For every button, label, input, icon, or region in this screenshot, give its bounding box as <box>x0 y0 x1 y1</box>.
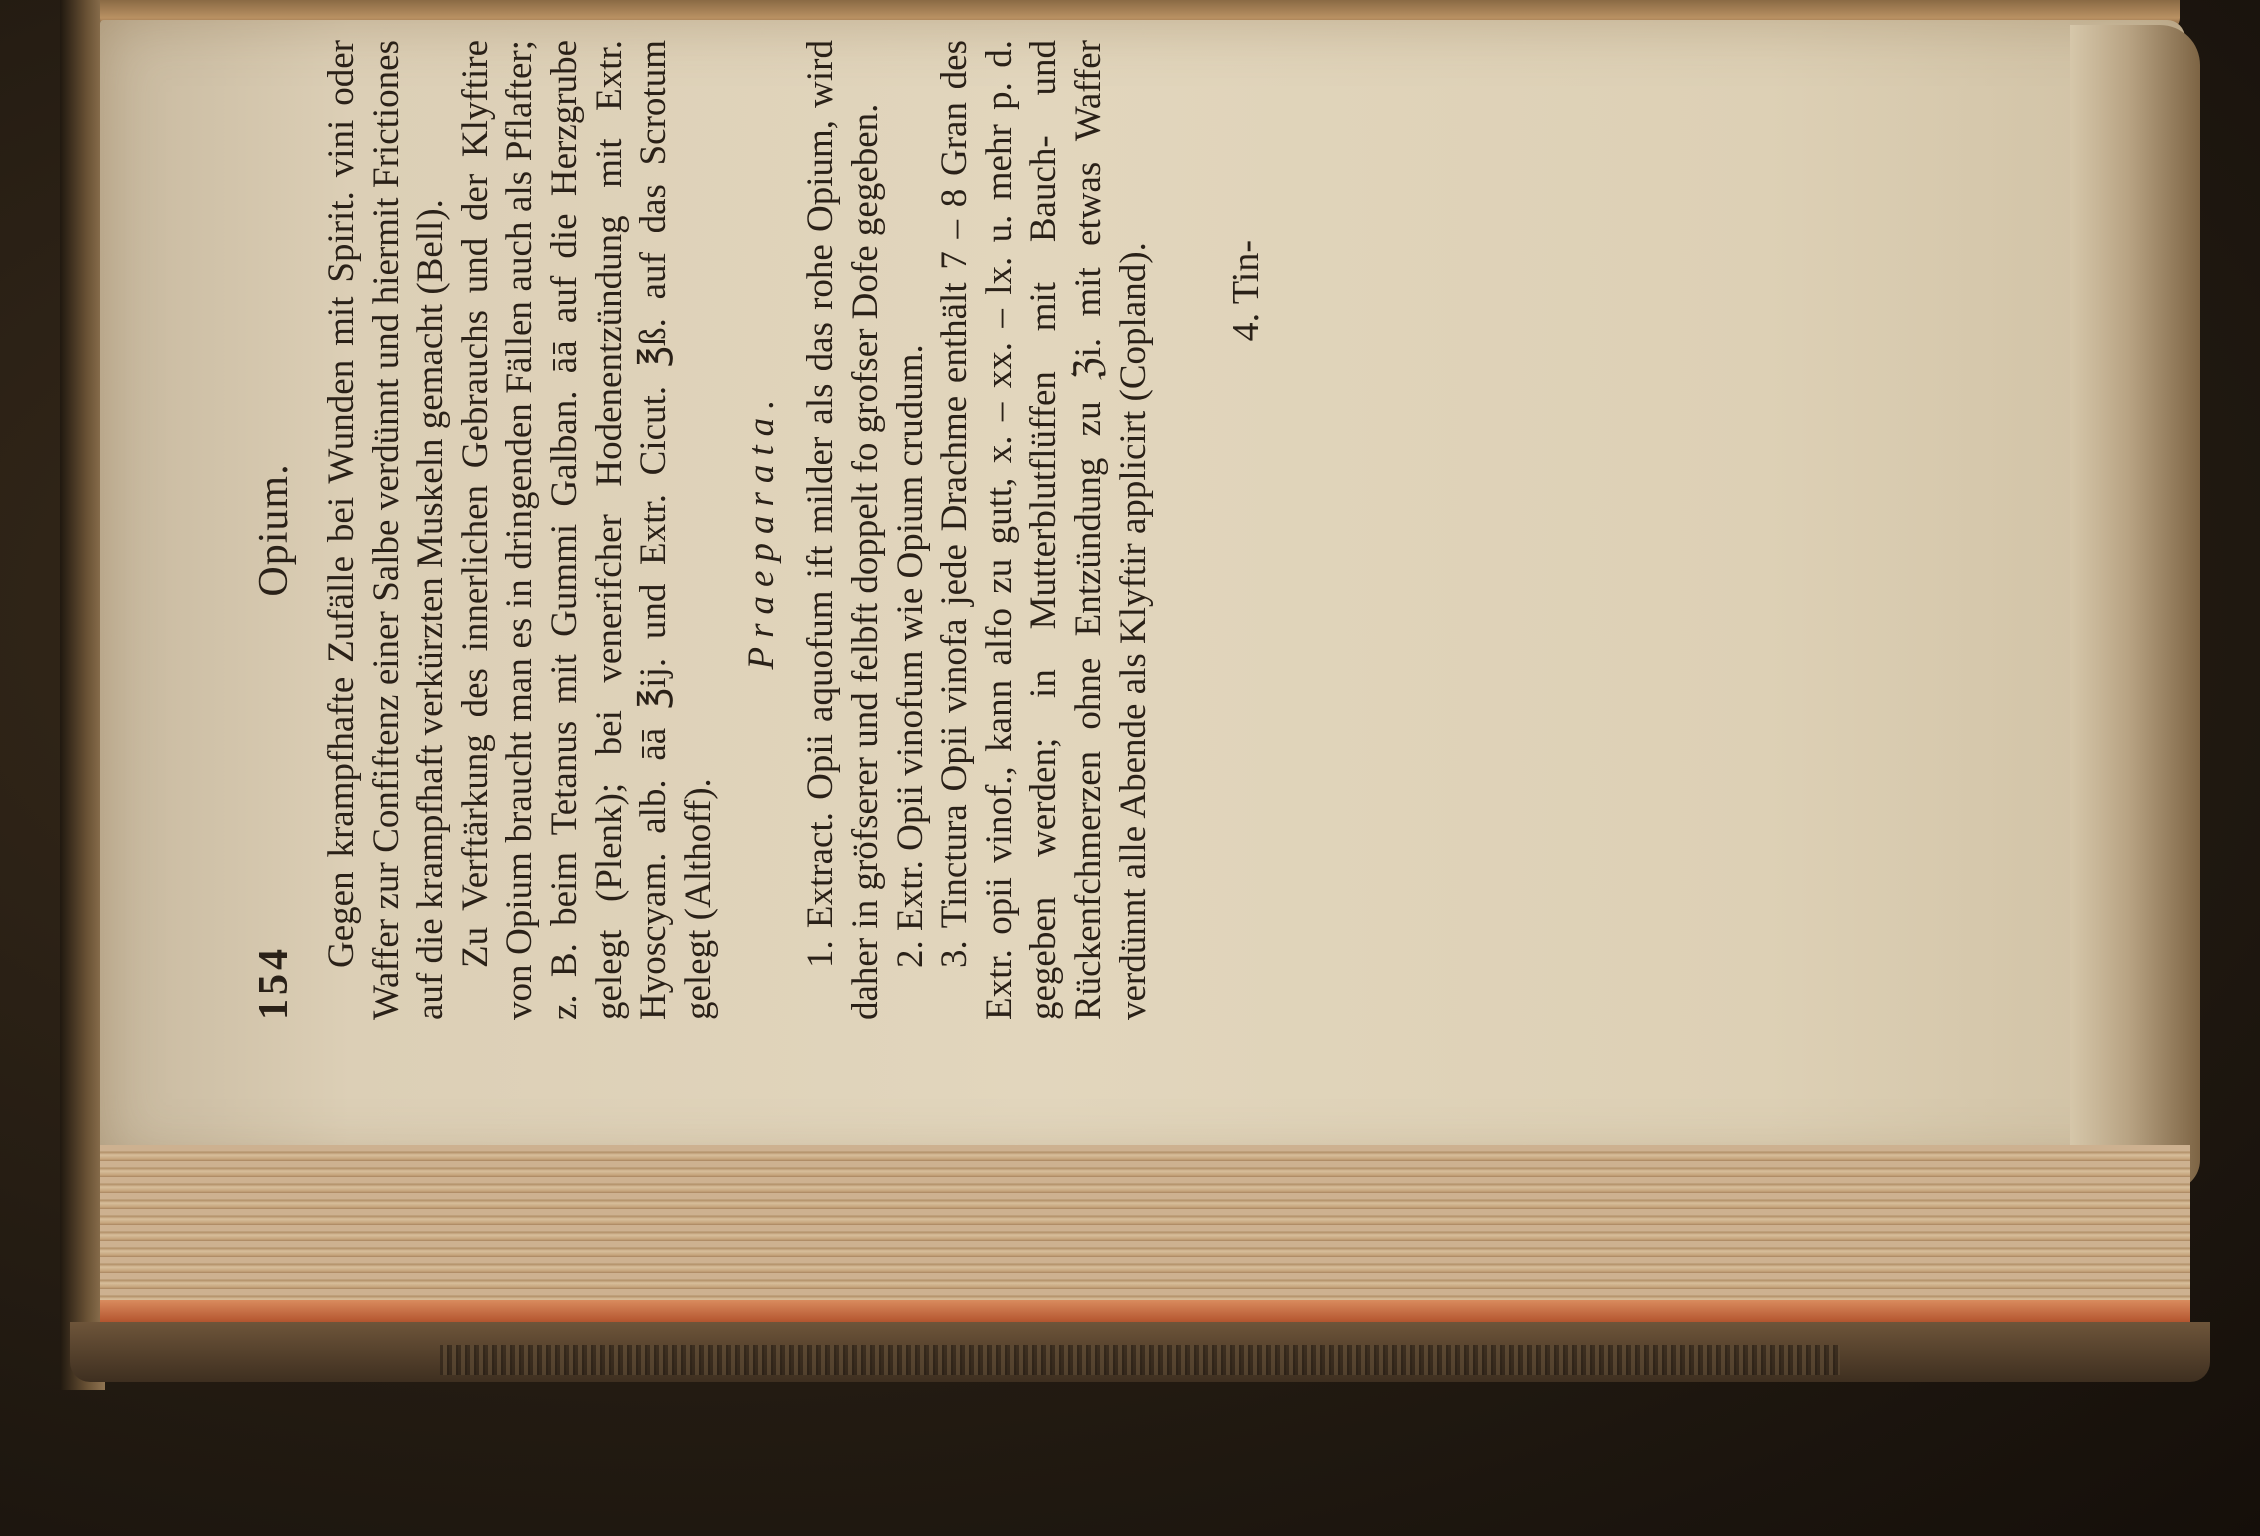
catchword: 4. Tin- <box>1225 240 1268 342</box>
paragraph-1: Gegen krampfhafte Zufälle bei Wunden mit Spirit. vini oder Waffer zur Confiftenz einer Salbe verdünnt und hiermit Frictiones auf die krampfhaft verkürzten Muskeln gemacht (Bell). <box>321 40 452 1020</box>
running-title: Opium. <box>251 463 297 597</box>
running-head <box>250 40 320 1020</box>
book-cover-edge <box>60 0 105 1390</box>
page-number: 154 <box>251 945 297 1020</box>
item-3: 3. Tinctura Opii vinofa jede Drachme enthält 7 – 8 Gran des Extr. opii vinof., kann alfo zu gutt, x. – xx. – lx. u. mehr p. d. gegeben werden; in Mutterblutflüffen mit Bauch- und Rückenfchmerzen ohne Entzündung zu ℨi. mit etwas Waffer verdünnt alle Abende als Klyftir applicirt (Copland). <box>934 40 1154 1020</box>
paragraph-2: Zu Verftärkung des innerlichen Gebrauchs und der Klyftire von Opium braucht man es in dringenden Fällen auch als Pflafter; z. B. beim Tetanus mit Gummi Galban. āā auf die Herzgrube gelegt (Plenk); bei venerifcher Hodenentzündung mit Extr. Hyoscyam. alb. āā ℥ij. und Extr. Cicut. ℥ß. auf das Scrotum gelegt (Althoff). <box>454 40 719 1020</box>
page-gutter <box>2070 25 2200 1190</box>
section-heading: Praeparata. <box>741 390 783 670</box>
item-1: 1. Extract. Opii aquofum ift milder als das rohe Opium, wird daher in gröfserer und felbft doppelt fo grofser Dofe gegeben. <box>800 40 886 1020</box>
cover-speckle <box>440 1345 1840 1375</box>
item-2: 2. Extr. Opii vinofum wie Opium crudum. <box>889 344 931 968</box>
red-page-edge <box>100 1300 2190 1322</box>
page-text-block <box>250 20 1980 1020</box>
